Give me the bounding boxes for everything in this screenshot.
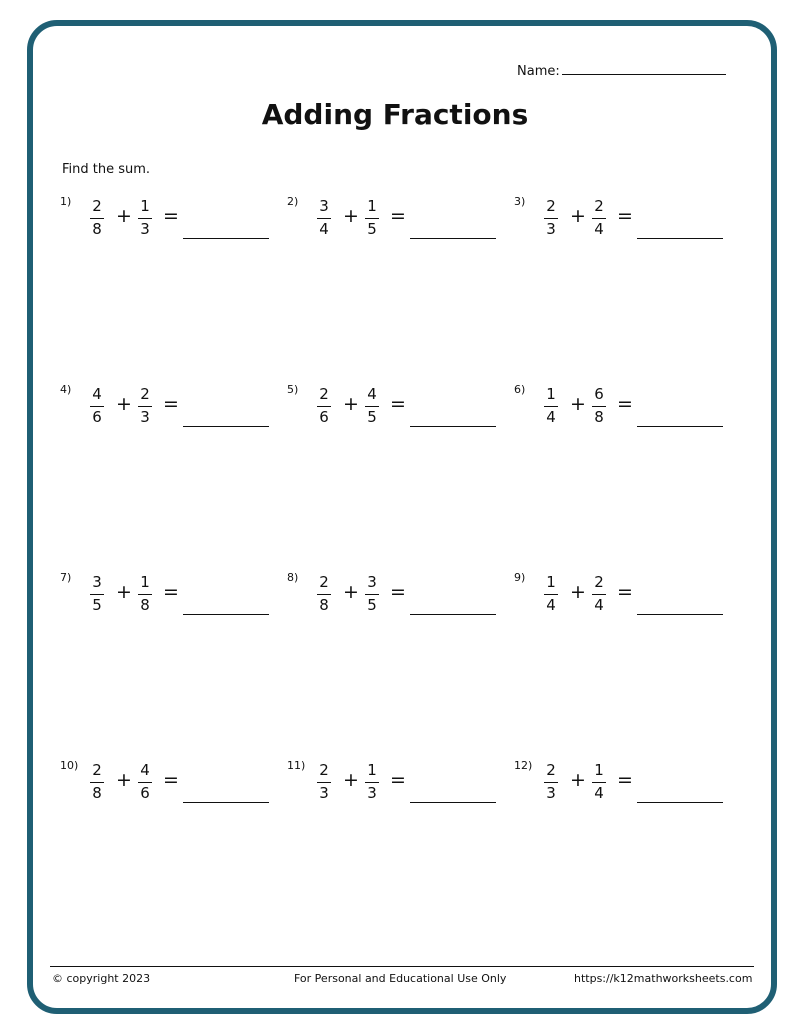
plus-sign: +: [343, 393, 359, 415]
denominator: 4: [594, 784, 604, 802]
answer-blank[interactable]: [410, 614, 496, 615]
fraction-a: [543, 573, 559, 615]
fraction-b: [137, 761, 153, 803]
equals-sign: =: [617, 205, 633, 227]
problem-5: [287, 383, 507, 443]
fraction-bar: [544, 782, 558, 783]
fraction-bar: [138, 594, 152, 595]
denominator: 3: [546, 220, 556, 238]
plus-sign: +: [343, 205, 359, 227]
denominator: 8: [140, 596, 150, 614]
numerator: 1: [140, 197, 150, 215]
fraction-b: [364, 197, 380, 239]
numerator: 2: [140, 385, 150, 403]
problem-11: [287, 759, 507, 819]
numerator: 2: [594, 197, 604, 215]
answer-blank[interactable]: [183, 238, 269, 239]
fraction-a: [316, 385, 332, 427]
problem-3: [514, 195, 734, 255]
worksheet-title: Adding Fractions: [261, 98, 529, 131]
fraction-a: [543, 761, 559, 803]
problem-number: 3): [514, 195, 526, 208]
problem-number: 7): [60, 571, 72, 584]
fraction-bar: [592, 406, 606, 407]
numerator: 2: [594, 573, 604, 591]
plus-sign: +: [116, 581, 132, 603]
footer-divider: [50, 966, 754, 967]
plus-sign: +: [116, 205, 132, 227]
denominator: 5: [367, 408, 377, 426]
fraction-a: [89, 761, 105, 803]
fraction-bar: [138, 782, 152, 783]
denominator: 8: [92, 784, 102, 802]
answer-blank[interactable]: [637, 614, 723, 615]
answer-blank[interactable]: [183, 426, 269, 427]
denominator: 4: [319, 220, 329, 238]
fraction-b: [591, 385, 607, 427]
problem-number: 5): [287, 383, 299, 396]
fraction-b: [591, 761, 607, 803]
answer-blank[interactable]: [637, 802, 723, 803]
answer-blank[interactable]: [183, 802, 269, 803]
numerator: 4: [140, 761, 150, 779]
fraction-b: [591, 573, 607, 615]
problem-number: 9): [514, 571, 526, 584]
plus-sign: +: [343, 769, 359, 791]
name-blank[interactable]: [562, 62, 726, 75]
footer-copyright: © copyright 2023: [52, 972, 151, 985]
numerator: 1: [546, 573, 556, 591]
fraction-bar: [592, 782, 606, 783]
fraction-b: [364, 385, 380, 427]
fraction-a: [316, 197, 332, 239]
equals-sign: =: [163, 205, 179, 227]
numerator: 3: [319, 197, 329, 215]
fraction-bar: [365, 406, 379, 407]
fraction-a: [89, 385, 105, 427]
fraction-b: [364, 761, 380, 803]
fraction-bar: [138, 218, 152, 219]
fraction-bar: [365, 218, 379, 219]
answer-blank[interactable]: [637, 426, 723, 427]
fraction-bar: [90, 406, 104, 407]
denominator: 8: [319, 596, 329, 614]
fraction-a: [316, 573, 332, 615]
problem-7: [60, 571, 280, 631]
fraction-b: [591, 197, 607, 239]
numerator: 2: [92, 197, 102, 215]
denominator: 3: [140, 408, 150, 426]
numerator: 1: [367, 761, 377, 779]
denominator: 5: [92, 596, 102, 614]
fraction-b: [137, 197, 153, 239]
fraction-b: [137, 385, 153, 427]
problem-number: 8): [287, 571, 299, 584]
footer-website[interactable]: https://k12mathworksheets.com: [574, 972, 753, 985]
numerator: 1: [594, 761, 604, 779]
fraction-bar: [90, 218, 104, 219]
numerator: 1: [367, 197, 377, 215]
denominator: 3: [367, 784, 377, 802]
denominator: 5: [367, 220, 377, 238]
problem-9: [514, 571, 734, 631]
problem-8: [287, 571, 507, 631]
numerator: 2: [319, 385, 329, 403]
fraction-bar: [592, 218, 606, 219]
instructions: Find the sum.: [62, 162, 151, 177]
footer-usage: For Personal and Educational Use Only: [294, 972, 507, 985]
problem-number: 10): [60, 759, 79, 772]
equals-sign: =: [390, 393, 406, 415]
denominator: 6: [319, 408, 329, 426]
fraction-a: [316, 761, 332, 803]
problem-10: [60, 759, 280, 819]
fraction-bar: [544, 594, 558, 595]
plus-sign: +: [116, 769, 132, 791]
problem-number: 12): [514, 759, 533, 772]
fraction-bar: [317, 406, 331, 407]
problem-12: [514, 759, 734, 819]
answer-blank[interactable]: [637, 238, 723, 239]
fraction-a: [543, 197, 559, 239]
numerator: 2: [319, 573, 329, 591]
denominator: 4: [594, 220, 604, 238]
answer-blank[interactable]: [410, 238, 496, 239]
fraction-bar: [544, 218, 558, 219]
fraction-b: [364, 573, 380, 615]
equals-sign: =: [390, 581, 406, 603]
fraction-a: [89, 197, 105, 239]
numerator: 6: [594, 385, 604, 403]
problem-number: 4): [60, 383, 72, 396]
numerator: 2: [319, 761, 329, 779]
denominator: 4: [546, 408, 556, 426]
denominator: 3: [546, 784, 556, 802]
plus-sign: +: [116, 393, 132, 415]
problem-6: [514, 383, 734, 443]
denominator: 3: [319, 784, 329, 802]
fraction-bar: [138, 406, 152, 407]
fraction-a: [543, 385, 559, 427]
denominator: 8: [92, 220, 102, 238]
denominator: 6: [140, 784, 150, 802]
denominator: 5: [367, 596, 377, 614]
equals-sign: =: [617, 393, 633, 415]
fraction-b: [137, 573, 153, 615]
fraction-bar: [365, 782, 379, 783]
fraction-bar: [317, 594, 331, 595]
fraction-bar: [90, 594, 104, 595]
answer-blank[interactable]: [410, 802, 496, 803]
problem-number: 1): [60, 195, 72, 208]
problem-2: [287, 195, 507, 255]
plus-sign: +: [343, 581, 359, 603]
fraction-bar: [544, 406, 558, 407]
problem-1: [60, 195, 280, 255]
problem-number: 6): [514, 383, 526, 396]
numerator: 2: [546, 761, 556, 779]
numerator: 3: [367, 573, 377, 591]
answer-blank[interactable]: [183, 614, 269, 615]
problem-4: [60, 383, 280, 443]
equals-sign: =: [163, 581, 179, 603]
name-label: Name:: [517, 64, 560, 79]
fraction-bar: [317, 218, 331, 219]
equals-sign: =: [390, 769, 406, 791]
fraction-bar: [592, 594, 606, 595]
problem-number: 11): [287, 759, 306, 772]
numerator: 4: [367, 385, 377, 403]
plus-sign: +: [570, 393, 586, 415]
name-field[interactable]: [517, 62, 726, 79]
numerator: 1: [140, 573, 150, 591]
equals-sign: =: [163, 393, 179, 415]
denominator: 4: [594, 596, 604, 614]
equals-sign: =: [390, 205, 406, 227]
numerator: 4: [92, 385, 102, 403]
numerator: 1: [546, 385, 556, 403]
denominator: 4: [546, 596, 556, 614]
fraction-a: [89, 573, 105, 615]
denominator: 3: [140, 220, 150, 238]
numerator: 2: [546, 197, 556, 215]
answer-blank[interactable]: [410, 426, 496, 427]
fraction-bar: [90, 782, 104, 783]
numerator: 3: [92, 573, 102, 591]
equals-sign: =: [163, 769, 179, 791]
numerator: 2: [92, 761, 102, 779]
plus-sign: +: [570, 769, 586, 791]
equals-sign: =: [617, 581, 633, 603]
fraction-bar: [317, 782, 331, 783]
equals-sign: =: [617, 769, 633, 791]
plus-sign: +: [570, 205, 586, 227]
denominator: 6: [92, 408, 102, 426]
plus-sign: +: [570, 581, 586, 603]
fraction-bar: [365, 594, 379, 595]
denominator: 8: [594, 408, 604, 426]
problem-number: 2): [287, 195, 299, 208]
